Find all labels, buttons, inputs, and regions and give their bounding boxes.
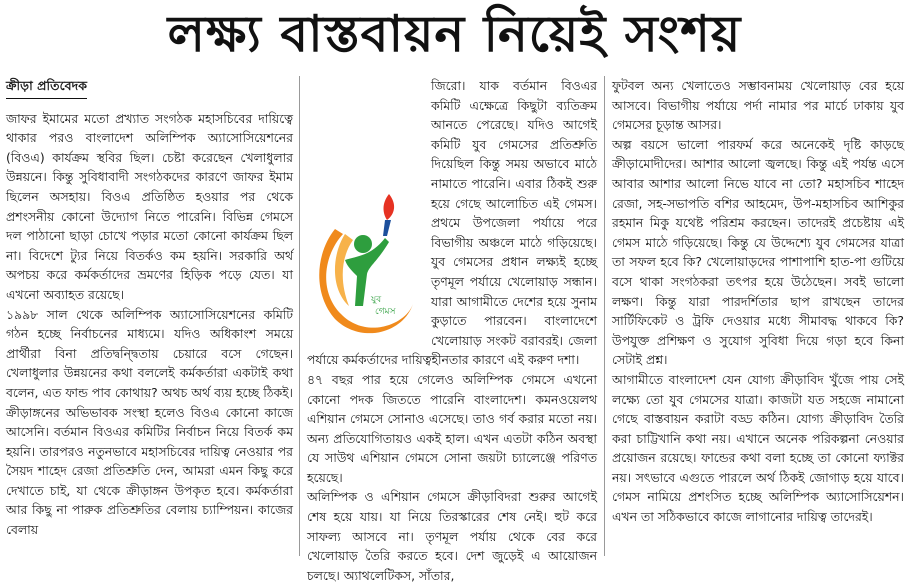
- paragraph: ৪৭ বছর পার হয়ে গেলেও অলিম্পিক গেমসে এখনো কোনো পদক জিততে পারেনি বাংলাদেশ। কমনওয়েলথ এশিয়ান গেমসে সোনাও এসেছে। তাও গর্ব করার মতো নয়। অন্য প্রতিযোগিতায়ও একই হাল। এখন এতটা কঠিন অবস্থা যে সাউথ এশিয়ান গেমসে সোনা জয়টা চ্যালেঞ্জে পরিণত হয়েছে।: [307, 371, 597, 485]
- logo-text-games: গেমস: [375, 307, 396, 317]
- logo-figure-head: [354, 235, 372, 253]
- logo-torch: [383, 220, 391, 236]
- column-2: [307, 76, 597, 585]
- paragraph: অল্প বয়সে ভালো পারফর্ম করে অনেকেই দৃষ্টি কাড়ছে ক্রীড়ামোদীদের। আশার আলো জ্বলছে। কিন্তু এই পর্যন্ত এসে আবার আশার আলো নিভে যাবে না তো? মহাসচিব শাহেদ রেজা, সহ-সভাপতি বশির আহমেদ, উপ-মহাসচিব আশিকুর রহমান মিকু যথেষ্ট পরিশ্রম করছেন। তাদেরই প্রচেষ্টায় এই গেমস মাঠে গড়িয়েছে। কিন্তু যে উদ্দেশ্যে যুব গেমসের যাত্রা তা সফল হবে কি? খেলোয়াড়দের পাশাপাশি হাত-পা গুটিয়ে বসে থাকা সংগঠকরা তৎপর হয়ে উঠেছেন। সবই ভালো লক্ষণ। কিন্তু যারা পারদর্শিতার ছাপ রাখছেন তাদের সার্টিফিকেট ও ট্রফি দেওয়ার মধ্যে সীমাবদ্ধ থাকবে কি? উপযুক্ত প্রশিক্ষণ ও সুযোগ সুবিধা দিয়ে গড়া হবে কিনা সেটাই প্রশ্ন।: [612, 136, 904, 368]
- logo-text-yuva: যুব: [371, 295, 382, 305]
- headline: লক্ষ্য বাস্তবায়ন নিয়েই সংশয়: [167, 5, 742, 63]
- youth-games-logo-svg: [305, 174, 425, 344]
- paragraph: ফুটবল অন্য খেলাতেও সম্ভাবনাময় খেলোয়াড় বের হয়ে আসবে। বিভাগীয় পর্যায়ে পর্দা নামার পর মার্চে ঢাকায় যুব গেমসের চূড়ান্ত আসর।: [612, 78, 904, 133]
- youth-games-logo: [305, 174, 427, 348]
- column-3: [612, 76, 904, 527]
- column-1: [6, 76, 293, 540]
- byline: ক্রীড়া প্রতিবেদক: [6, 76, 87, 99]
- paragraph: ১৯৯৮ সাল থেকে অলিম্পিক অ্যাসোসিয়েশনের কমিটি গঠন হচ্ছে নির্বাচনের মাধ্যমে। যদিও অধিকাংশ সময়ে প্রার্থীরা বিনা প্রতিদ্বন্দ্বিতায় চেয়ারে বসে গেছেন। খেলাধুলার উন্নয়নের কথা বললেই কর্মকর্তারা একটাই কথা বলেন, এত ফান্ড পাব কোথায়? অথচ অর্থ ব্যয় হচ্ছে ঠিকই। ক্রীড়াঙ্গনের অভিভাবক সংস্থা হলেও বিওএ কোনো কাজে আসেনি। বর্তমান বিওএর কমিটির নির্বাচন নিয়ে বিতর্ক কম হয়নি। তারপরও নতুনভাবে মহাসচিবের দায়িত্ব নেওয়ার পর সৈয়দ শাহেদ রেজা প্রতিশ্রুতি দেন, আমরা এমন কিছু করে দেখাতে চাই, যা থেকে ক্রীড়াঙ্গন উপকৃত হবে। কর্মকর্তারা আর কিছু না পারুক প্রতিশ্রুতির বেলায় চ্যাম্পিয়ন। কাজের বেলায়: [6, 306, 293, 538]
- logo-flame: [384, 194, 395, 220]
- paragraph: আগামীতে বাংলাদেশ যেন যোগ্য ক্রীড়াবিদ খুঁজে পায় সেই লক্ষ্যে তো যুব গেমসের যাত্রা। কাজটা যত সহজে নামানো গেছে বাস্তবায়ন করাটা বড্ড কঠিন। যোগ্য ক্রীড়াবিদ তৈরি করা চাট্টিখানি কথা নয়। এখানে অনেক পরিকল্পনা নেওয়ার প্রয়োজন রয়েছে। ফান্ডের কথা বলা হচ্ছে তা কোনো ফ্যাক্টর নয়। সৎভাবে এগুতে পারলে অর্থ ঠিকই জোগাড় হয়ে যাবে। গেমস নামিয়ে প্রশংসিত হচ্ছে অলিম্পিক অ্যাসোসিয়েশন। এখন তা সঠিকভাবে কাজে লাগানোর দায়িত্ব তাদেরই।: [612, 371, 904, 525]
- paragraph: জিরো। যাক বর্তমান বিওএর কমিটি এক্ষেত্রে কিছুটা ব্যতিক্রম আনতে পেরেছে। যদিও আগেই কমিটি যুব গেমসের প্রতিশ্রুতি দিয়েছিল কিন্তু সময় অভাবে মাঠে নামাতে পারেনি। এবার ঠিকই শুরু হয়ে গেছে আলোচিত এই গেমস। প্রথমে উপজেলা পর্যায়ে পরে বিভাগীয় অঞ্চলে মাঠে গড়িয়েছে। যুব গেমসের প্রধান লক্ষ্যই হচ্ছে তৃণমূল পর্যায়ে খেলোয়াড় সন্ধান। যারা আগামীতে দেশের হয়ে সুনাম কুড়াতে পারবেন। বাংলাদেশে খেলোয়াড় সংকট বরাবরই। জেলা পর্যায়ে কর্মকর্তাদের দায়িত্বহীনতার কারণে এই করুণ দশা।: [307, 78, 597, 368]
- paragraph: অলিম্পিক ও এশিয়ান গেমসে ক্রীড়াবিদরা শুরুর আগেই শেষ হয়ে যায়। যা নিয়ে তিরস্কারের শেষ নেই। হুট করে সাফল্য আসবে না। তৃণমূল পর্যায় থেকে বের করে খেলোয়াড় তৈরি করতে হবে। দেশ জুড়েই এ আয়োজন চলছে। অ্যাথলেটিকস, সাঁতার,: [307, 489, 597, 583]
- paragraph: জাফর ইমামের মতো প্রখ্যাত সংগঠক মহাসচিবের দায়িত্বে থাকার পরও বাংলাদেশ অলিম্পিক অ্যাসোসিয়েশনের (বিওএ) কার্যক্রম স্থবির ছিল। চেষ্টা করেছেন খেলাধুলার উন্নয়নে। কিন্তু সুবিধাবাদী সংগঠকদের কারণে জাফর ইমাম ছিলেন অসহায়। বিওএ প্রতিষ্ঠিত হওয়ার পর থেকে প্রশংসনীয় কোনো উদ্যোগ নিতে পারেনি। বিভিন্ন গেমসে দল পাঠানো ছাড়া চোখে পড়ার মতো কোনো কার্যক্রম ছিল না। বিদেশে ট্যুর নিয়ে বিতর্কও কম হয়নি। সরকারি অর্থ অপচয় করে কর্মকর্তাদের ভ্রমণের হিড়িক পড়ে যেত। যা এখনো অব্যাহত রয়েছে।: [6, 110, 293, 302]
- column-rule: [299, 76, 300, 556]
- column-rule: [604, 76, 605, 556]
- logo-ring-inner: [335, 234, 353, 306]
- paragraph-with-logo: [307, 76, 597, 487]
